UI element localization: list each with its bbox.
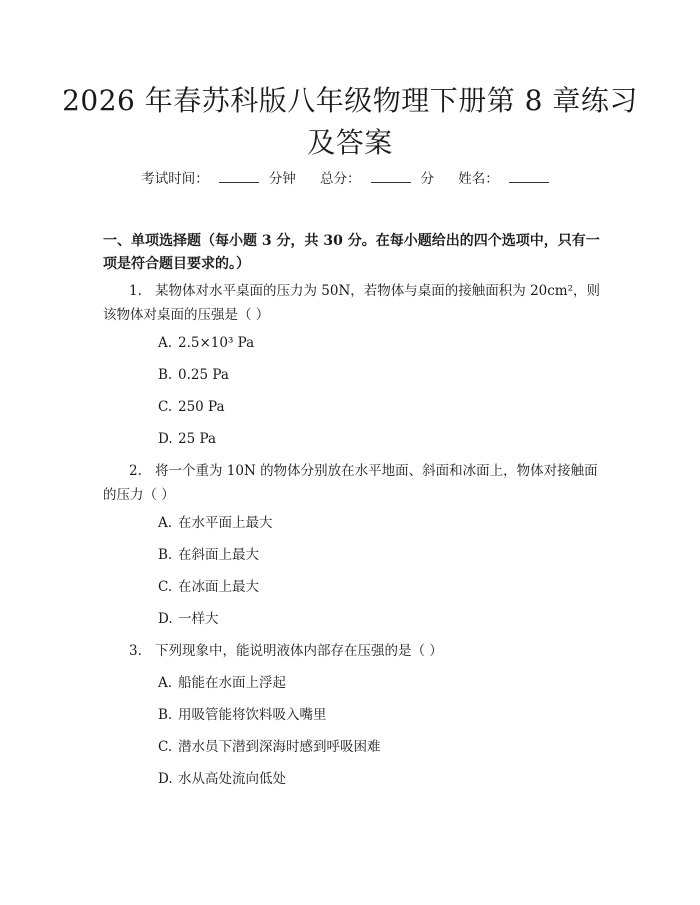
question-2-option-d [158,609,219,629]
total-score-blank [371,168,411,183]
option-text: 潜水员下潜到深海时感到呼吸困难 [178,739,381,755]
option-letter: B. [158,707,173,723]
question-2 [103,459,603,507]
option-text: 一样大 [178,611,219,627]
option-text: 25 Pa [178,431,216,447]
option-text: 在冰面上最大 [178,579,259,595]
total-score-label: 总分： [320,171,361,187]
student-name-blank [509,168,549,183]
option-letter: A. [158,515,173,531]
student-name-label: 姓名： [458,171,499,187]
question-3 [103,639,603,663]
option-letter: C. [158,579,173,595]
option-letter: C. [158,399,173,415]
question-1-option-a [158,333,254,353]
question-number: 3. [129,643,142,659]
question-text: 某物体对水平桌面的压力为 50N，若物体与桌面的接触面积为 20cm²，则该物体对桌面的压强是（ ） [103,283,601,323]
student-name-field [458,171,559,187]
option-text: 船能在水面上浮起 [178,675,286,691]
option-letter: B. [158,547,173,563]
question-number: 1. [129,283,142,299]
question-3-option-a [158,673,286,693]
option-letter: D. [158,611,173,627]
question-2-option-a [158,513,273,533]
option-text: 2.5×10³ Pa [178,335,255,351]
question-3-option-c [158,737,381,757]
question-1 [103,279,603,327]
title-line-1: 2026 年春苏科版八年级物理下册第 8 章练习 [62,84,638,117]
question-text: 将一个重为 10N 的物体分别放在水平地面、斜面和冰面上，物体对接触面的压力（ ） [103,463,598,503]
exam-time-unit: 分钟 [268,171,296,187]
total-score-field [320,171,434,187]
exam-time-blank [219,168,259,183]
question-text: 下列现象中，能说明液体内部存在压强的是（ ） [155,643,443,659]
question-3-option-d [158,769,286,789]
question-2-option-c [158,577,259,597]
option-text: 在水平面上最大 [178,515,273,531]
title-line-2: 及答案 [307,126,393,159]
option-letter: C. [158,739,173,755]
question-3-option-b [158,705,327,725]
option-letter: A. [158,335,173,351]
option-letter: D. [158,431,173,447]
option-text: 用吸管能将饮料吸入嘴里 [178,707,327,723]
section-heading: 一、单项选择题（每小题 3 分，共 30 分。在每小题给出的四个选项中，只有一项是符合题目要求的。） [103,233,600,272]
question-1-option-c [158,397,225,417]
question-1-option-b [158,365,229,385]
question-1-option-d [158,429,216,449]
option-text: 250 Pa [178,399,225,415]
option-letter: D. [158,771,173,787]
option-text: 0.25 Pa [178,367,229,383]
exam-time-field [141,171,296,187]
option-letter: B. [158,367,173,383]
question-number: 2. [129,463,142,479]
option-text: 在斜面上最大 [178,547,259,563]
option-letter: A. [158,675,173,691]
exam-time-label: 考试时间： [141,171,209,187]
option-text: 水从高处流向低处 [178,771,286,787]
total-score-unit: 分 [420,171,434,187]
exam-info-row [0,168,700,189]
page-title [60,80,640,164]
question-2-option-b [158,545,259,565]
